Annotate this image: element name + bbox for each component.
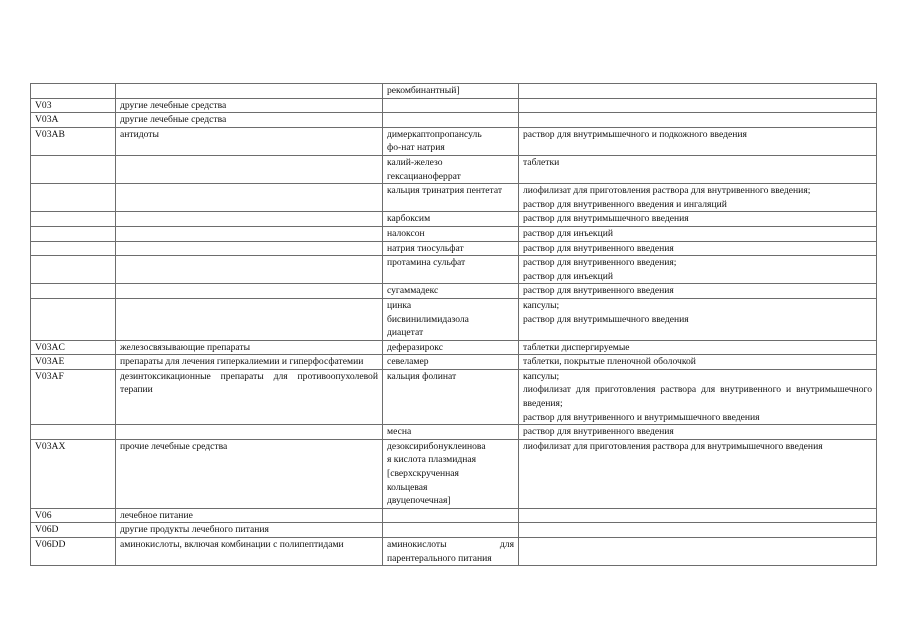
table-row [31, 523, 877, 538]
pharmacological-group-cell: антидоты [116, 127, 383, 155]
drug-name-cell [383, 113, 519, 128]
drug-name-cell: севеламер [383, 355, 519, 370]
pharmacological-group-cell: железосвязывающие препараты [116, 340, 383, 355]
drug-name-cell [383, 439, 519, 508]
drug-name-line: гексацианоферрат [387, 170, 461, 182]
dosage-form-line: лиофилизат для приготовления раствора для внутримышечного введения [523, 440, 823, 452]
dosage-form-cell [519, 425, 877, 440]
dosage-form-cell [519, 284, 877, 299]
pharmacological-group-cell [116, 84, 383, 99]
dosage-form-line: раствор для внутримышечного и подкожного введения [523, 128, 747, 140]
dosage-form-line: раствор для внутривенного введения и ингаляций [523, 198, 727, 210]
table-row [31, 298, 877, 340]
drug-name-cell: аминокислоты для парентерального питания [383, 538, 519, 566]
dosage-form-line: раствор для инъекций [523, 227, 613, 239]
dosage-form-line: раствор для внутривенного и внутримышечного введения [523, 411, 760, 423]
dosage-form-cell [519, 241, 877, 256]
dosage-form-cell [519, 523, 877, 538]
drug-name-line: димеркаптопропансуль [387, 128, 482, 140]
drug-name-cell: деферазирокс [383, 340, 519, 355]
table-row [31, 226, 877, 241]
drug-name-line: калий-железо [387, 156, 443, 168]
drug-name-line: цинка [387, 299, 412, 311]
atc-code-cell: V03AC [31, 340, 116, 355]
table-row [31, 538, 877, 566]
pharmacological-group-cell [116, 184, 383, 212]
drug-name-cell: налоксон [383, 226, 519, 241]
atc-code-cell [31, 212, 116, 227]
drug-name-cell [383, 523, 519, 538]
table-row [31, 184, 877, 212]
table-row [31, 98, 877, 113]
pharmacological-group-cell [116, 155, 383, 183]
pharmacological-group-cell: препараты для лечения гиперкалиемии и гиперфосфатемии [116, 355, 383, 370]
dosage-form-line: лиофилизат для приготовления раствора для внутривенного введения; [523, 185, 811, 197]
dosage-form-cell [519, 439, 877, 508]
table-row [31, 369, 877, 424]
pharmacological-group-cell: прочие лечебные средства [116, 439, 383, 508]
atc-code-cell [31, 226, 116, 241]
dosage-form-cell [519, 113, 877, 128]
dosage-form-line: таблетки [523, 156, 560, 168]
atc-code-cell [31, 284, 116, 299]
table-row [31, 212, 877, 227]
dosage-form-cell [519, 155, 877, 183]
atc-code-cell [31, 425, 116, 440]
drug-name-line: бисвинилимидазола [387, 313, 469, 325]
dosage-form-cell [519, 98, 877, 113]
drug-name-line: дезоксирибонуклеинова [387, 440, 486, 452]
drug-name-cell: кальция тринатрия пентетат [383, 184, 519, 212]
pharmacological-group-cell: дезинтоксикационные препараты для противоопухолевой терапии [116, 369, 383, 424]
pharmacological-group-cell: лечебное питание [116, 508, 383, 523]
pharmacological-group-cell [116, 212, 383, 227]
pharmacological-group-cell [116, 241, 383, 256]
dosage-form-cell [519, 226, 877, 241]
table-row [31, 113, 877, 128]
drug-name-cell: месна [383, 425, 519, 440]
dosage-form-cell [519, 256, 877, 284]
atc-code-cell [31, 241, 116, 256]
pharmacological-group-cell [116, 284, 383, 299]
drug-name-line: диацетат [387, 327, 424, 339]
drug-name-cell: натрия тиосульфат [383, 241, 519, 256]
dosage-form-line: капсулы; [523, 370, 560, 382]
table-row [31, 284, 877, 299]
drug-name-line: фо-нат натрия [387, 142, 445, 154]
dosage-form-cell [519, 508, 877, 523]
drug-name-cell [383, 508, 519, 523]
atc-code-cell: V03AB [31, 127, 116, 155]
dosage-form-line: таблетки, покрытые пленочной оболочкой [523, 356, 696, 368]
atc-code-cell [31, 298, 116, 340]
drug-name-cell [383, 98, 519, 113]
dosage-form-line: раствор для внутримышечного введения [523, 213, 689, 225]
pharmacological-group-cell: другие лечебные средства [116, 113, 383, 128]
dosage-form-line: раствор для инъекций [523, 270, 613, 282]
drug-name-cell [383, 127, 519, 155]
atc-code-cell: V03 [31, 98, 116, 113]
drug-name-line: кольцевая [387, 481, 428, 493]
dosage-form-line: раствор для внутривенного введения [523, 242, 674, 254]
dosage-form-cell [519, 298, 877, 340]
drug-name-cell [383, 155, 519, 183]
atc-code-cell: V03AX [31, 439, 116, 508]
pharmacological-group-cell: другие продукты лечебного питания [116, 523, 383, 538]
drug-name-cell: кальция фолинат [383, 369, 519, 424]
table-row [31, 425, 877, 440]
dosage-form-line: раствор для внутривенного введения; [523, 257, 677, 269]
pharmacological-group-cell [116, 226, 383, 241]
atc-code-cell: V06 [31, 508, 116, 523]
dosage-form-cell [519, 212, 877, 227]
table-row [31, 84, 877, 99]
drug-name-line: двуцепочечная] [387, 495, 451, 507]
dosage-form-line: капсулы; [523, 299, 560, 311]
table-row [31, 355, 877, 370]
table-row [31, 241, 877, 256]
dosage-form-line: раствор для внутримышечного введения [523, 313, 689, 325]
dosage-form-line: раствор для внутривенного введения [523, 426, 674, 438]
pharmacological-group-cell [116, 425, 383, 440]
atc-code-cell [31, 155, 116, 183]
table-row [31, 155, 877, 183]
pharmacological-group-cell: аминокислоты, включая комбинации с полипептидами [116, 538, 383, 566]
atc-code-cell [31, 256, 116, 284]
drug-name-line: [сверхскрученная [387, 468, 459, 480]
drug-name-cell: сугаммадекс [383, 284, 519, 299]
table-row [31, 439, 877, 508]
atc-code-cell: V06D [31, 523, 116, 538]
dosage-form-line: лиофилизат для приготовления раствора для внутривенного и внутримышечного введения; [523, 384, 872, 410]
dosage-form-cell [519, 538, 877, 566]
pharmacological-group-cell [116, 298, 383, 340]
pharmacological-group-cell: другие лечебные средства [116, 98, 383, 113]
atc-code-cell [31, 184, 116, 212]
atc-code-cell: V03AF [31, 369, 116, 424]
drug-name-cell: карбоксим [383, 212, 519, 227]
dosage-form-cell [519, 127, 877, 155]
table-row [31, 508, 877, 523]
dosage-form-line: раствор для внутривенного введения [523, 285, 674, 297]
atc-code-cell: V03AE [31, 355, 116, 370]
atc-code-cell: V03A [31, 113, 116, 128]
table-row [31, 127, 877, 155]
dosage-form-cell [519, 340, 877, 355]
dosage-form-cell [519, 84, 877, 99]
drug-name-cell: протамина сульфат [383, 256, 519, 284]
atc-code-cell: V06DD [31, 538, 116, 566]
drug-name-cell: рекомбинантный] [383, 84, 519, 99]
drug-table [30, 83, 877, 566]
dosage-form-cell [519, 184, 877, 212]
dosage-form-cell [519, 369, 877, 424]
table-row [31, 340, 877, 355]
drug-name-cell [383, 298, 519, 340]
dosage-form-cell [519, 355, 877, 370]
dosage-form-line: таблетки диспергируемые [523, 341, 630, 353]
atc-code-cell [31, 84, 116, 99]
drug-name-line: я кислота плазмидная [387, 454, 477, 466]
pharmacological-group-cell [116, 256, 383, 284]
table-row [31, 256, 877, 284]
